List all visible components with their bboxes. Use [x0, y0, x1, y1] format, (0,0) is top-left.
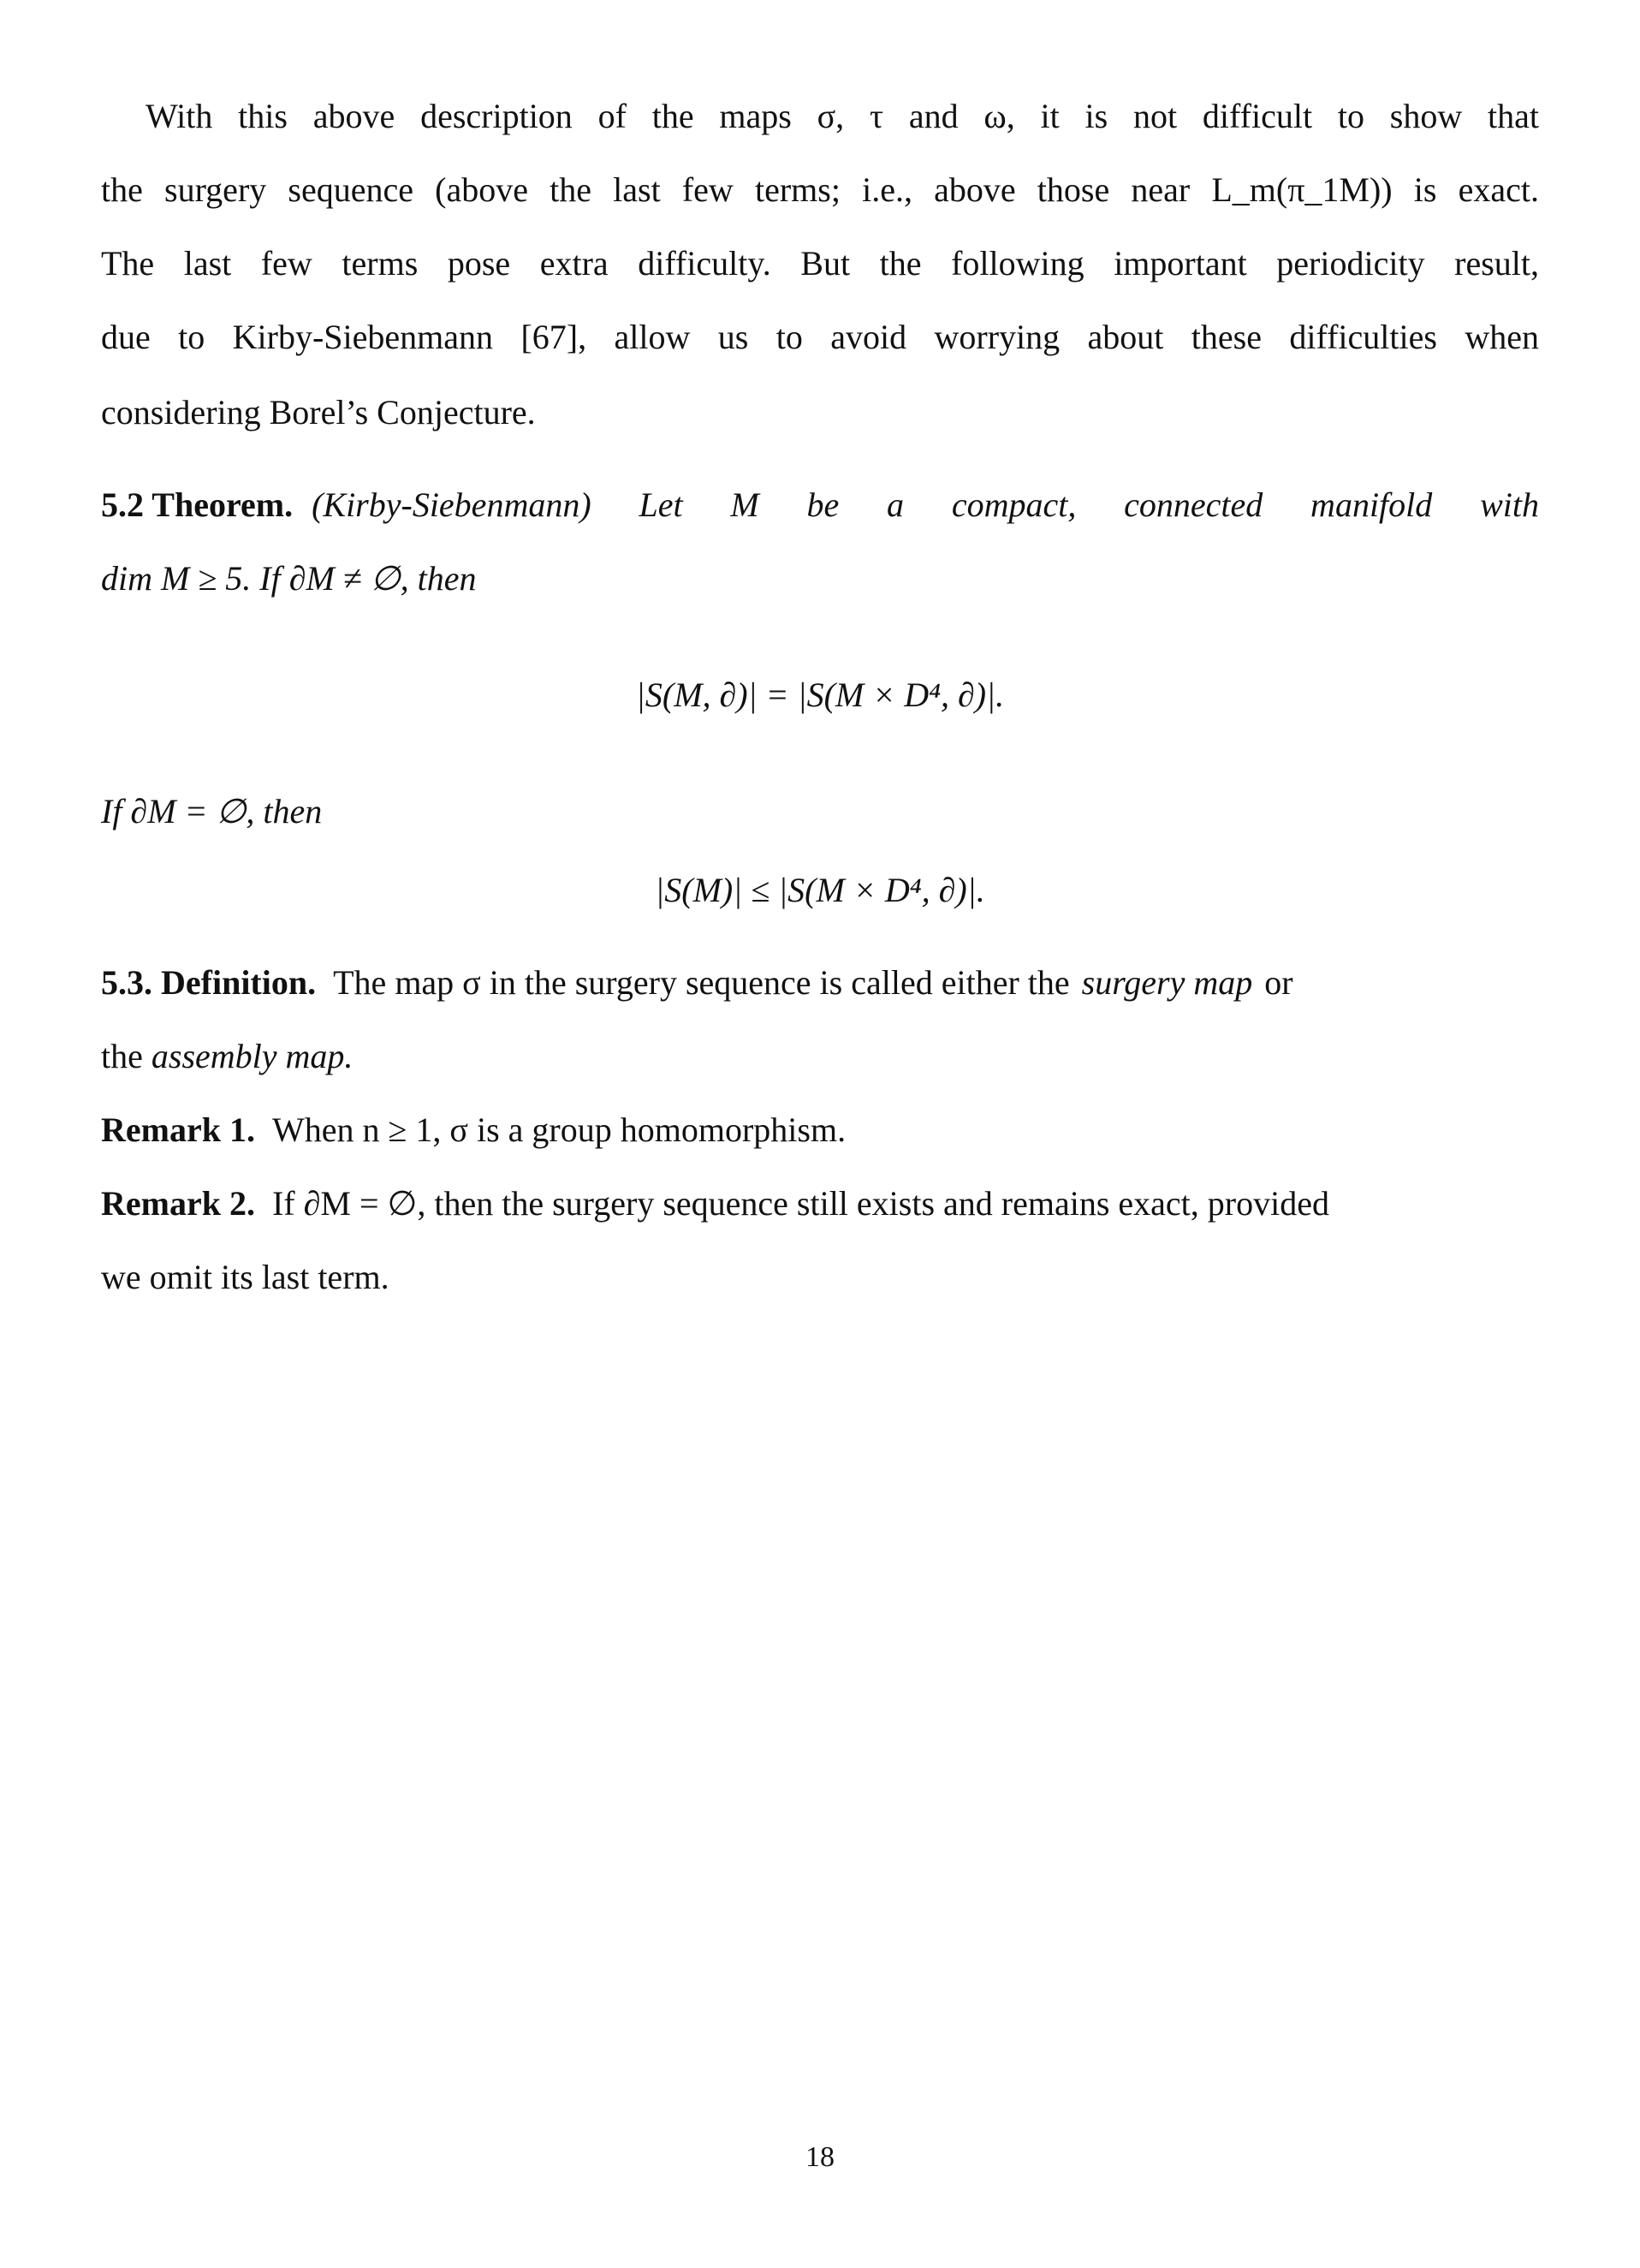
- theorem-label: 5.2 Theorem.: [101, 485, 294, 524]
- remark-2-line-2: we omit its last term.: [101, 1258, 389, 1296]
- remark-1: [101, 1110, 1539, 1151]
- definition-line-1-pre: The map σ in the surgery sequence is called either the: [333, 963, 1070, 1002]
- definition-line-1: [101, 962, 1539, 1003]
- remark-1-label: Remark 1.: [101, 1110, 255, 1149]
- remark-1-text: When n ≥ 1, σ is a group homomorphism.: [271, 1110, 847, 1149]
- theorem-header-line: [101, 485, 1539, 526]
- definition-line-2: [101, 1036, 1539, 1077]
- paragraph-1-line-5: considering Borel’s Conjecture.: [101, 393, 536, 432]
- theorem-line-3: If ∂M = ∅, then: [101, 792, 323, 830]
- definition-term-surgery-map: surgery map: [1081, 963, 1253, 1002]
- paragraph-1-line-1: With this above description of the maps σ, τ and ω, it is not difficult to show that: [146, 97, 1539, 135]
- definition-label: 5.3. Definition.: [101, 963, 317, 1002]
- paragraph-1-line-4: due to Kirby-Siebenmann [67], allow us to avoid worrying about these difficulties when: [101, 318, 1539, 356]
- remark-2-line-1: [101, 1183, 1539, 1224]
- remark-2-text: If ∂M = ∅, then the surgery sequence still exists and remains exact, provided: [271, 1184, 1329, 1223]
- theorem-equation-2: |S(M)| ≤ |S(M × D⁴, ∂)|.: [655, 871, 985, 909]
- paragraph-1-line-2: the surgery sequence (above the last few terms; i.e., above those near L_m(π_1M)) is exact.: [101, 170, 1539, 209]
- paragraph-1-line-3: The last few terms pose extra difficulty. But the following important periodicity result,: [101, 244, 1539, 283]
- theorem-equation-1: |S(M, ∂)| = |S(M × D⁴, ∂)|.: [635, 676, 1005, 714]
- page-number: 18: [805, 2141, 835, 2173]
- remark-2-label: Remark 2.: [101, 1184, 255, 1223]
- definition-line-1-post: or: [1264, 963, 1293, 1002]
- theorem-line-1: (Kirby-Siebenmann) Let M be a compact, connected manifold with: [312, 485, 1539, 524]
- definition-line-2-pre: the: [101, 1037, 143, 1075]
- definition-term-assembly-map: assembly map.: [151, 1037, 354, 1075]
- theorem-line-2: dim M ≥ 5. If ∂M ≠ ∅, then: [101, 559, 477, 598]
